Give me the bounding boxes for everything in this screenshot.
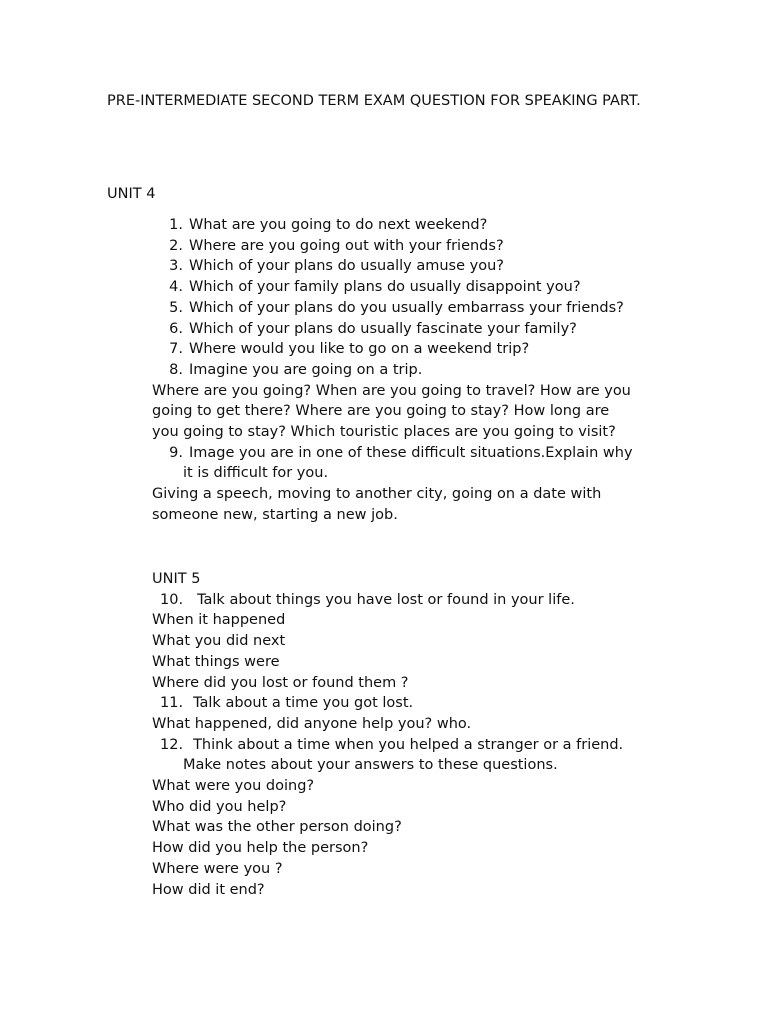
question-text: What are you going to do next weekend? xyxy=(189,217,488,233)
question-text-continued: it is difficult for you. xyxy=(183,465,329,482)
question-item xyxy=(152,339,672,360)
question-text: Where are you going out with your friends? xyxy=(189,237,504,254)
question-item xyxy=(152,277,672,298)
question-item xyxy=(152,735,672,756)
trip-prompt-line: going to get there? Where are you going to stay? How long are xyxy=(152,403,610,420)
question-number: 8. xyxy=(169,361,183,378)
question-text: Which of your plans do usually fascinate your family? xyxy=(189,320,577,337)
question-text: Which of your family plans do usually disappoint you? xyxy=(189,279,581,296)
question-item xyxy=(152,590,672,611)
question-item xyxy=(152,298,672,319)
question-item xyxy=(152,319,672,340)
question-text: Where would you like to go on a weekend trip? xyxy=(189,341,530,358)
trip-prompt-line: you going to stay? Which touristic places are you going to visit? xyxy=(152,424,616,441)
question-number: 11. xyxy=(160,695,184,712)
situations-line: Giving a speech, moving to another city, going on a date with xyxy=(152,486,602,503)
question-number: 5. xyxy=(169,299,183,316)
question-item xyxy=(152,236,672,257)
page-title: PRE-INTERMEDIATE SECOND TERM EXAM QUESTION FOR SPEAKING PART. xyxy=(107,93,641,109)
question-number: 4. xyxy=(169,279,183,296)
question-number: 12. xyxy=(160,736,184,753)
unit4-questions xyxy=(152,215,672,526)
prompt-line: Where were you ? xyxy=(152,860,283,877)
question-item xyxy=(152,360,672,381)
prompt-line: Who did you help? xyxy=(152,798,287,815)
question-number: 6. xyxy=(169,320,183,337)
prompt-line: When it happened xyxy=(152,612,286,629)
question-text: Talk about things you have lost or found in your life. xyxy=(197,591,575,608)
question-item xyxy=(152,256,672,277)
unit5-section xyxy=(152,569,672,900)
question-text: Image you are in one of these difficult situations.Explain why xyxy=(189,444,633,461)
question-number: 9. xyxy=(169,444,183,461)
situations-line: someone new, starting a new job. xyxy=(152,506,398,523)
prompt-line: How did you help the person? xyxy=(152,840,369,857)
question-number: 1. xyxy=(169,217,183,233)
question-item xyxy=(152,443,672,464)
question-number: 7. xyxy=(169,341,183,358)
question-text: Which of your plans do you usually embarrass your friends? xyxy=(189,299,624,316)
question-text-continued: Make notes about your answers to these questions. xyxy=(183,757,558,774)
trip-prompt-line: Where are you going? When are you going to travel? How are you xyxy=(152,382,631,399)
question-text: Talk about a time you got lost. xyxy=(193,695,414,712)
prompt-line: What were you doing? xyxy=(152,778,315,795)
prompt-line: What was the other person doing? xyxy=(152,819,402,836)
prompt-line: What you did next xyxy=(152,633,286,650)
question-text: Think about a time when you helped a stranger or a friend. xyxy=(193,736,624,753)
question-text: Imagine you are going on a trip. xyxy=(189,361,423,378)
question-number: 2. xyxy=(169,237,183,254)
prompt-line: How did it end? xyxy=(152,881,265,898)
question-number: 3. xyxy=(169,258,183,275)
question-text: Which of your plans do usually amuse you? xyxy=(189,258,504,275)
prompt-line: Where did you lost or found them ? xyxy=(152,674,409,691)
question-number: 10. xyxy=(160,591,184,608)
question-item xyxy=(152,215,672,236)
unit5-heading: UNIT 5 xyxy=(152,571,201,587)
prompt-line: What things were xyxy=(152,653,280,670)
question-item xyxy=(152,693,672,714)
prompt-line: What happened, did anyone help you? who. xyxy=(152,715,472,732)
unit4-heading: UNIT 4 xyxy=(107,186,156,202)
